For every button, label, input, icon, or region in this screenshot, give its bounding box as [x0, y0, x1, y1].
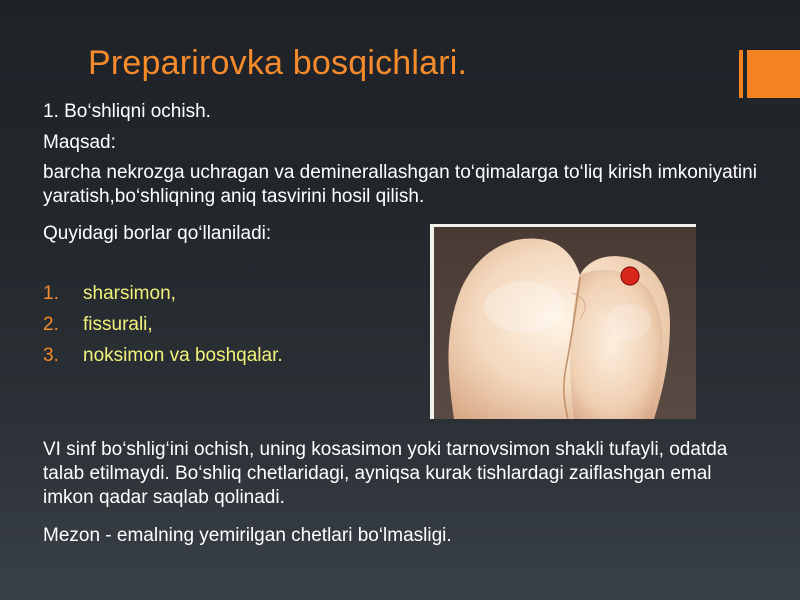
- tooth-photo: [430, 224, 696, 419]
- list-label: noksimon va boshqalar.: [83, 345, 283, 366]
- list-item: [43, 313, 283, 344]
- accent-bar-thin: [739, 50, 743, 98]
- paragraph-text: VI sinf bo‘shlig‘ini ochish, uning kosasimon yoki tarnovsimon shakli tufayli, odatda talab etilmaydi. Bo‘shliq chetlaridagi, ayniqsa kurak tishlardagi zaiflashgan emal imkon qadar saqlab qolinadi.: [43, 439, 728, 508]
- goal-text: barcha nekrozga uchragan va deminerallashgan to‘qimalarga to‘liq kirish imkoniyatini yaratish,bo‘shliqning aniq tasvirini hosil qilish.: [43, 162, 757, 207]
- criterion-text: Mezon - emalning yemirilgan chetlari bo‘lmasligi.: [43, 525, 452, 546]
- burs-list: [43, 282, 283, 375]
- red-dot-marker-icon: [621, 267, 639, 285]
- list-number: 1.: [43, 283, 59, 304]
- goal-label: Maqsad:: [43, 132, 116, 153]
- list-number: 3.: [43, 345, 59, 366]
- list-item: [43, 344, 283, 375]
- list-label: sharsimon,: [83, 283, 176, 304]
- burs-intro: Quyidagi borlar qo‘llaniladi:: [43, 223, 272, 244]
- slide-title: Preparirovka bosqichlari.: [88, 44, 468, 82]
- accent-bar-wide: [747, 50, 800, 98]
- list-label: fissurali,: [83, 314, 153, 335]
- list-number: 2.: [43, 314, 59, 335]
- list-item: [43, 282, 283, 313]
- step-heading: 1. Bo‘shliqni ochish.: [43, 101, 211, 122]
- tooth-illustration: [434, 227, 696, 419]
